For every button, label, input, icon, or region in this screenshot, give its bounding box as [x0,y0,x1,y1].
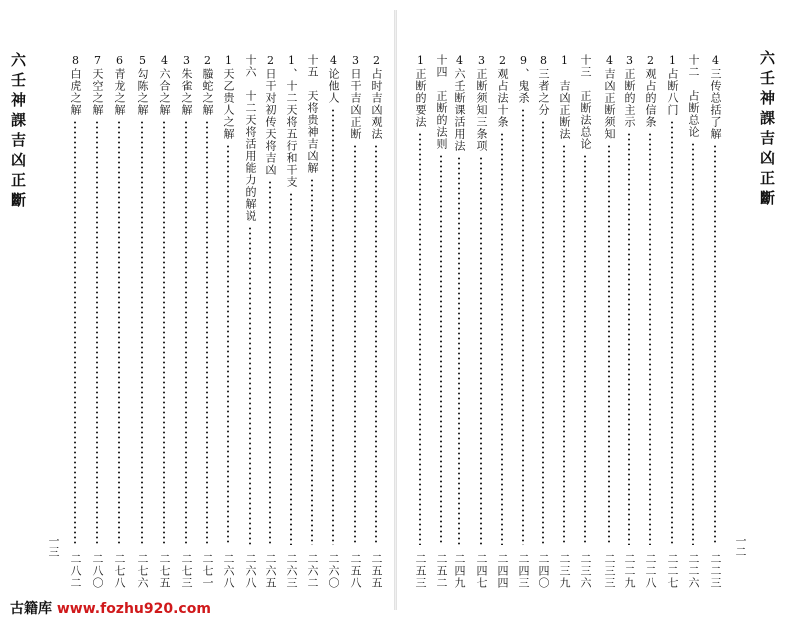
toc-dot-leader [440,154,442,545]
toc-dot-leader [501,132,503,545]
left-toc-entry-label: 十五 天将贵神吉凶解 [306,54,319,174]
left-toc-entry-page: 二七八 [113,553,126,589]
left-toc-entry-page: 二六〇 [327,553,340,589]
toc-dot-leader [522,108,524,545]
toc-dot-leader [141,120,143,545]
left-toc-entry-label: 1天乙贵人之解 [222,54,235,140]
right-toc-entry-page: 二二八 [644,553,657,589]
right-toc-entry-page: 二二七 [666,553,679,589]
toc-dot-leader [458,156,460,545]
left-toc-entry-page: 二五八 [349,553,362,589]
left-toc-entry-label: 4论他人 [327,54,340,104]
left-toc-entry-label: 2日干对初传天将吉凶 [264,54,277,176]
right-toc-entry-page: 二四七 [475,553,488,589]
left-toc-entry-label: 3朱雀之解 [180,54,193,116]
toc-dot-leader [649,132,651,545]
toc-dot-leader [608,144,610,545]
watermark-text: 古籍库 [10,601,52,617]
left-toc-entry-page: 二六五 [264,553,277,589]
right-toc-entry-page: 二五二 [435,553,448,589]
right-toc-entry-label: 2观占法十条 [496,54,509,128]
left-toc-entry-page: 二六八 [244,553,257,589]
left-toc-entry-page: 二七六 [136,553,149,589]
right-toc-entry-page: 二四九 [453,553,466,589]
right-toc-entry-label: 1正断的要法 [414,54,427,128]
toc-dot-leader [163,120,165,545]
left-toc-entry-page: 二八二 [69,553,82,589]
left-toc-entry-page: 二六二 [306,553,319,589]
toc-dot-leader [227,144,229,545]
left-toc-entry-label: 8白虎之解 [69,54,82,116]
toc-dot-leader [118,120,120,545]
right-running-title: 六壬神課吉凶正斷 [758,50,776,210]
book-gutter [394,10,397,610]
right-toc-entry-label: 8三者之分 [537,54,550,116]
right-toc-entry-page: 二三九 [558,553,571,589]
left-toc-entry-label: 6青龙之解 [113,54,126,116]
right-toc-entry-label: 4吉凶正断须知 [603,54,616,140]
left-toc-entry-label: 4六合之解 [158,54,171,116]
right-toc-entry-label: 1 吉凶正断法 [558,54,571,140]
right-toc-entry-label: 十二 占断总论 [687,54,700,138]
right-toc-entry-page: 二四四 [496,553,509,589]
right-toc-entry-label: 4六壬断课活用法 [453,54,466,152]
right-toc-entry-page: 二二三 [709,553,722,589]
toc-dot-leader [584,154,586,545]
left-toc-entry-page: 二七一 [201,553,214,589]
left-toc-entry-page: 二七三 [180,553,193,589]
right-toc-entry-page: 二四三 [517,553,530,589]
left-toc-entry-label: 十六 十二天将活用能力的解说 [244,54,257,222]
left-toc-entry-label: 2占时吉凶观法 [370,54,383,140]
watermark-domain: www.fozhu920.com [56,601,211,617]
toc-dot-leader [311,178,313,545]
toc-dot-leader [419,132,421,545]
left-toc-entry-label: 2螣蛇之解 [201,54,214,116]
toc-dot-leader [671,120,673,545]
toc-dot-leader [542,120,544,545]
watermark [10,598,211,618]
toc-dot-leader [714,144,716,545]
left-toc-entry-page: 二八〇 [91,553,104,589]
right-toc-entry-label: 3正断的主示 [623,54,636,128]
toc-dot-leader [74,120,76,545]
toc-dot-leader [249,226,251,545]
left-folio: 一三 [47,535,60,557]
right-toc-entry-label: 3正断须知三条项 [475,54,488,152]
right-toc-entry-page: 二二九 [623,553,636,589]
left-toc-entry-page: 二七五 [158,553,171,589]
toc-dot-leader [269,180,271,545]
toc-dot-leader [290,192,292,545]
toc-dot-leader [375,144,377,545]
left-toc-entry-page: 二五五 [370,553,383,589]
right-toc-entry-page: 二四〇 [537,553,550,589]
toc-dot-leader [563,144,565,545]
left-toc-entry-page: 二六八 [222,553,235,589]
toc-dot-leader [332,108,334,545]
left-running-title: 六壬神課吉凶正斷 [9,52,27,212]
right-toc-entry-label: 4三传总括了解 [709,54,722,140]
left-toc-entry-label: 1、十二天将五行和干支 [285,54,298,188]
toc-dot-leader [96,120,98,545]
right-toc-entry-label: 十四 正断的法则 [435,54,448,150]
right-toc-entry-page: 二二六 [687,553,700,589]
toc-dot-leader [354,144,356,545]
left-toc-entry-label: 5勾陈之解 [136,54,149,116]
right-toc-entry-page: 二三六 [579,553,592,589]
left-toc-entry-page: 二六三 [285,553,298,589]
toc-dot-leader [206,120,208,545]
toc-dot-leader [692,142,694,545]
left-toc-entry-label: 3日干吉凶正断 [349,54,362,140]
right-toc-entry-page: 二三三 [603,553,616,589]
toc-dot-leader [185,120,187,545]
right-toc-entry-label: 9、鬼杀 [517,54,530,104]
right-folio: 一二 [734,535,747,557]
right-toc-entry-label: 2观占的信条 [644,54,657,128]
left-toc-entry-label: 7天空之解 [91,54,104,116]
right-toc-entry-page: 二五三 [414,553,427,589]
toc-dot-leader [628,132,630,545]
right-toc-entry-label: 1占断八门 [666,54,679,116]
right-toc-entry-label: 十三 正断法总论 [579,54,592,150]
toc-dot-leader [480,156,482,545]
